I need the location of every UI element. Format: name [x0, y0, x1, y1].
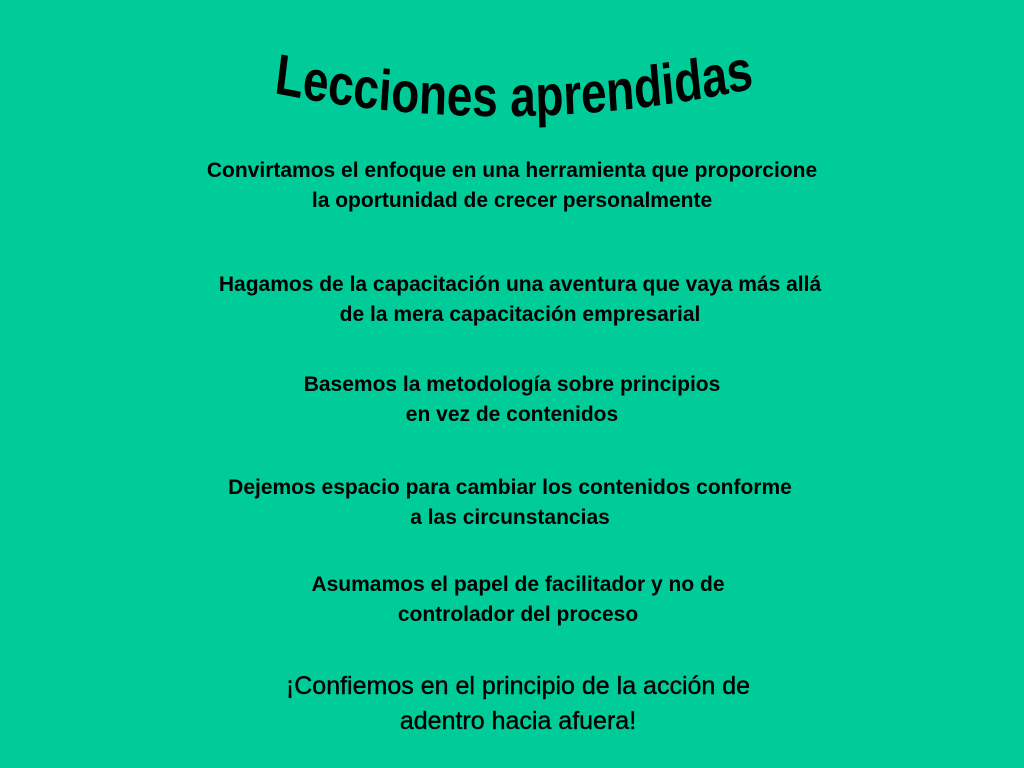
- lesson-5-line-2: controlador del proceso: [397, 603, 639, 626]
- lesson-5: [6, 570, 1024, 630]
- title-text: [272, 38, 756, 129]
- lesson-1: [0, 156, 1024, 216]
- title-textpath: Lecciones aprendidas: [272, 38, 757, 130]
- lesson-1-line-2: la oportunidad de crecer personalmente: [311, 189, 713, 212]
- lesson-3-line-2: en vez de contenidos: [405, 403, 619, 426]
- lesson-4: [0, 473, 1022, 533]
- closing-line-2: adentro hacia afuera!: [399, 707, 637, 735]
- slide-title: [0, 28, 1024, 138]
- lesson-5-line-1: Asumamos el papel de facilitador y no de: [311, 573, 725, 596]
- wordart-title: [0, 28, 1024, 138]
- lesson-4-line-2: a las circunstancias: [410, 506, 610, 529]
- lesson-4-line-1: Dejemos espacio para cambiar los contenidos conforme: [228, 476, 792, 499]
- lesson-2: [8, 270, 1024, 330]
- lesson-3: [0, 370, 1024, 430]
- lesson-2-line-1: Hagamos de la capacitación una aventura que vaya más allá: [218, 273, 822, 296]
- closing-statement: [6, 669, 1024, 739]
- lesson-1-line-1: Convirtamos el enfoque en una herramienta que proporcione: [206, 159, 818, 182]
- closing-line-1: ¡Confiemos en el principio de la acción de: [285, 672, 751, 700]
- lesson-2-line-2: de la mera capacitación empresarial: [339, 303, 701, 326]
- lesson-3-line-1: Basemos la metodología sobre principios: [303, 373, 721, 396]
